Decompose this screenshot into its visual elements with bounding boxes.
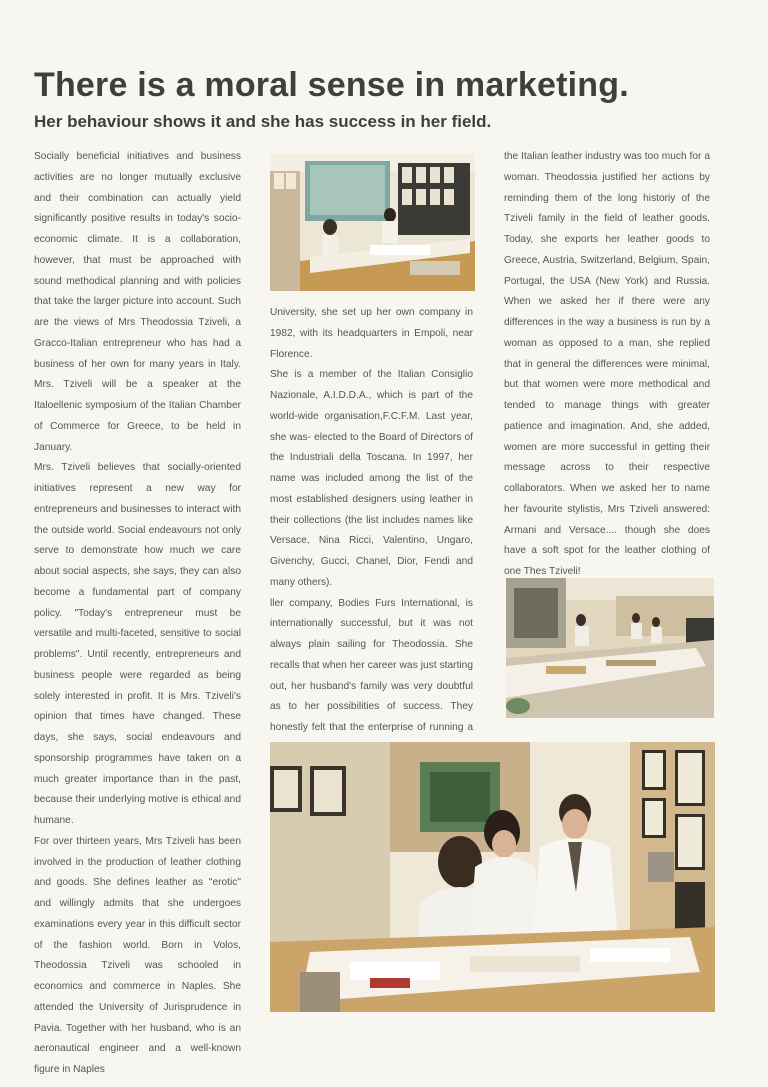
paragraph: the Italian leather industry was too much for a woman. Theodossia justified her actions by reminding them of the long historiy of the Tziveli family in the field of leather goods. Today, she exports her leather goods to Greece, Austria, Switzerland, Belgium, Spain, Portugal, the USA (New York) and Russia. When we asked her if there were any differences in the way a business is run by a woman as opposed to a man, she replied that in general the differences were minimal, but that women were more methodical and tended to manage things with greater patience and imagination. And, she added, women are more successful in getting their message across to their respective collaborators. When we asked her to name her favourite stylistis, Mrs Tziveli answered: Armani and Versace.... though she does have a soft spot for the leather clothing of one Thes Tziveli! [504, 151, 710, 577]
article-column-3 [504, 147, 710, 583]
headline: There is a moral sense in marketing. [34, 66, 629, 104]
workroom-photo [506, 578, 714, 718]
design-team-photo [270, 742, 715, 1012]
subheadline: Her behaviour shows it and she has success in her field. [34, 112, 492, 131]
article-column-1 [34, 147, 241, 1081]
studio-photo-top [270, 153, 475, 291]
paragraph: Socially beneficial initiatives and business activities are no longer mutually exclusive and their combination can actually yield significantly positive results in today's socio-economic climate. It is a collaboration, however, that must be approached with sound methodical planning and with policies that take the larger picture into account. Such are the views of Mrs Theodossia Tziveli, a Gracco-Italian entrepreneur who has had a business of her own for many years in Italy. Mrs. Tziveli will be a speaker at the Italoellenic symposium of the Italian Chamber of Commerce for Greece, to be held in January. [34, 151, 241, 453]
article-column-2 [270, 303, 473, 760]
paragraph: Mrs. Tziveli believes that socially-oriented initiatives represent a new way for entrepreneurs and businesses to interact with the outside world. Social endeavours not only serve to demonstrate how much we care about social aspects, she says, they can also become a fundamental part of company policy. "Today's entrepreneur must be versatile and multi-faceted, sensitive to social problems". Until recently, entrepreneurs and business people were regarded as being solely interested in profit. It is Mrs. Tziveli's opinion that times have changed. These days, she says, social endeavours and sponsorship programmes have taken on a much greater importance than in the past, because their underlying motive is ethical and humane. [34, 462, 241, 826]
paragraph: For over thirteen years, Mrs Tziveli has been involved in the production of leather clothing and goods. She defines leather as "erotic" and willingly admits that she undergoes examinations every year in this difficult sector of the fashion world. Born in Volos, Theodossia Tziveli was schooled in economics and commerce in Naples. She attended the University of Jurisprudence in Pavia. Together with her husband, who is an aeronautical engineer and a well-known figure in Naples [34, 835, 241, 1075]
paragraph: ller company, Bodies Furs International, is internationally successful, but it was not always plain sailing for Theodossia. She recalls that when her career was just starting out, her husband's family was very doubtful as to her possibilities of success. They honestly felt that the enterprise of running a [270, 597, 473, 733]
paragraph: University, she set up her own company in 1982, with its headquarters in Empoli, near Florence. [270, 307, 473, 360]
paragraph: She is a member of the Italian Consiglio Nazionale, A.I.D.D.A., which is part of the world-wide organisation,F.C.F.M. Last year, she was- elected to the Board of Directors of the Industriali della Toscana. In 1997, her name was included among the list of the most established designers using leather in their collections (the list includes names like Versace, Nina Ricci, Valentino, Ungaro, Givenchy, Gucci, Chanel, Dior, Fendi and many others). [270, 369, 473, 588]
